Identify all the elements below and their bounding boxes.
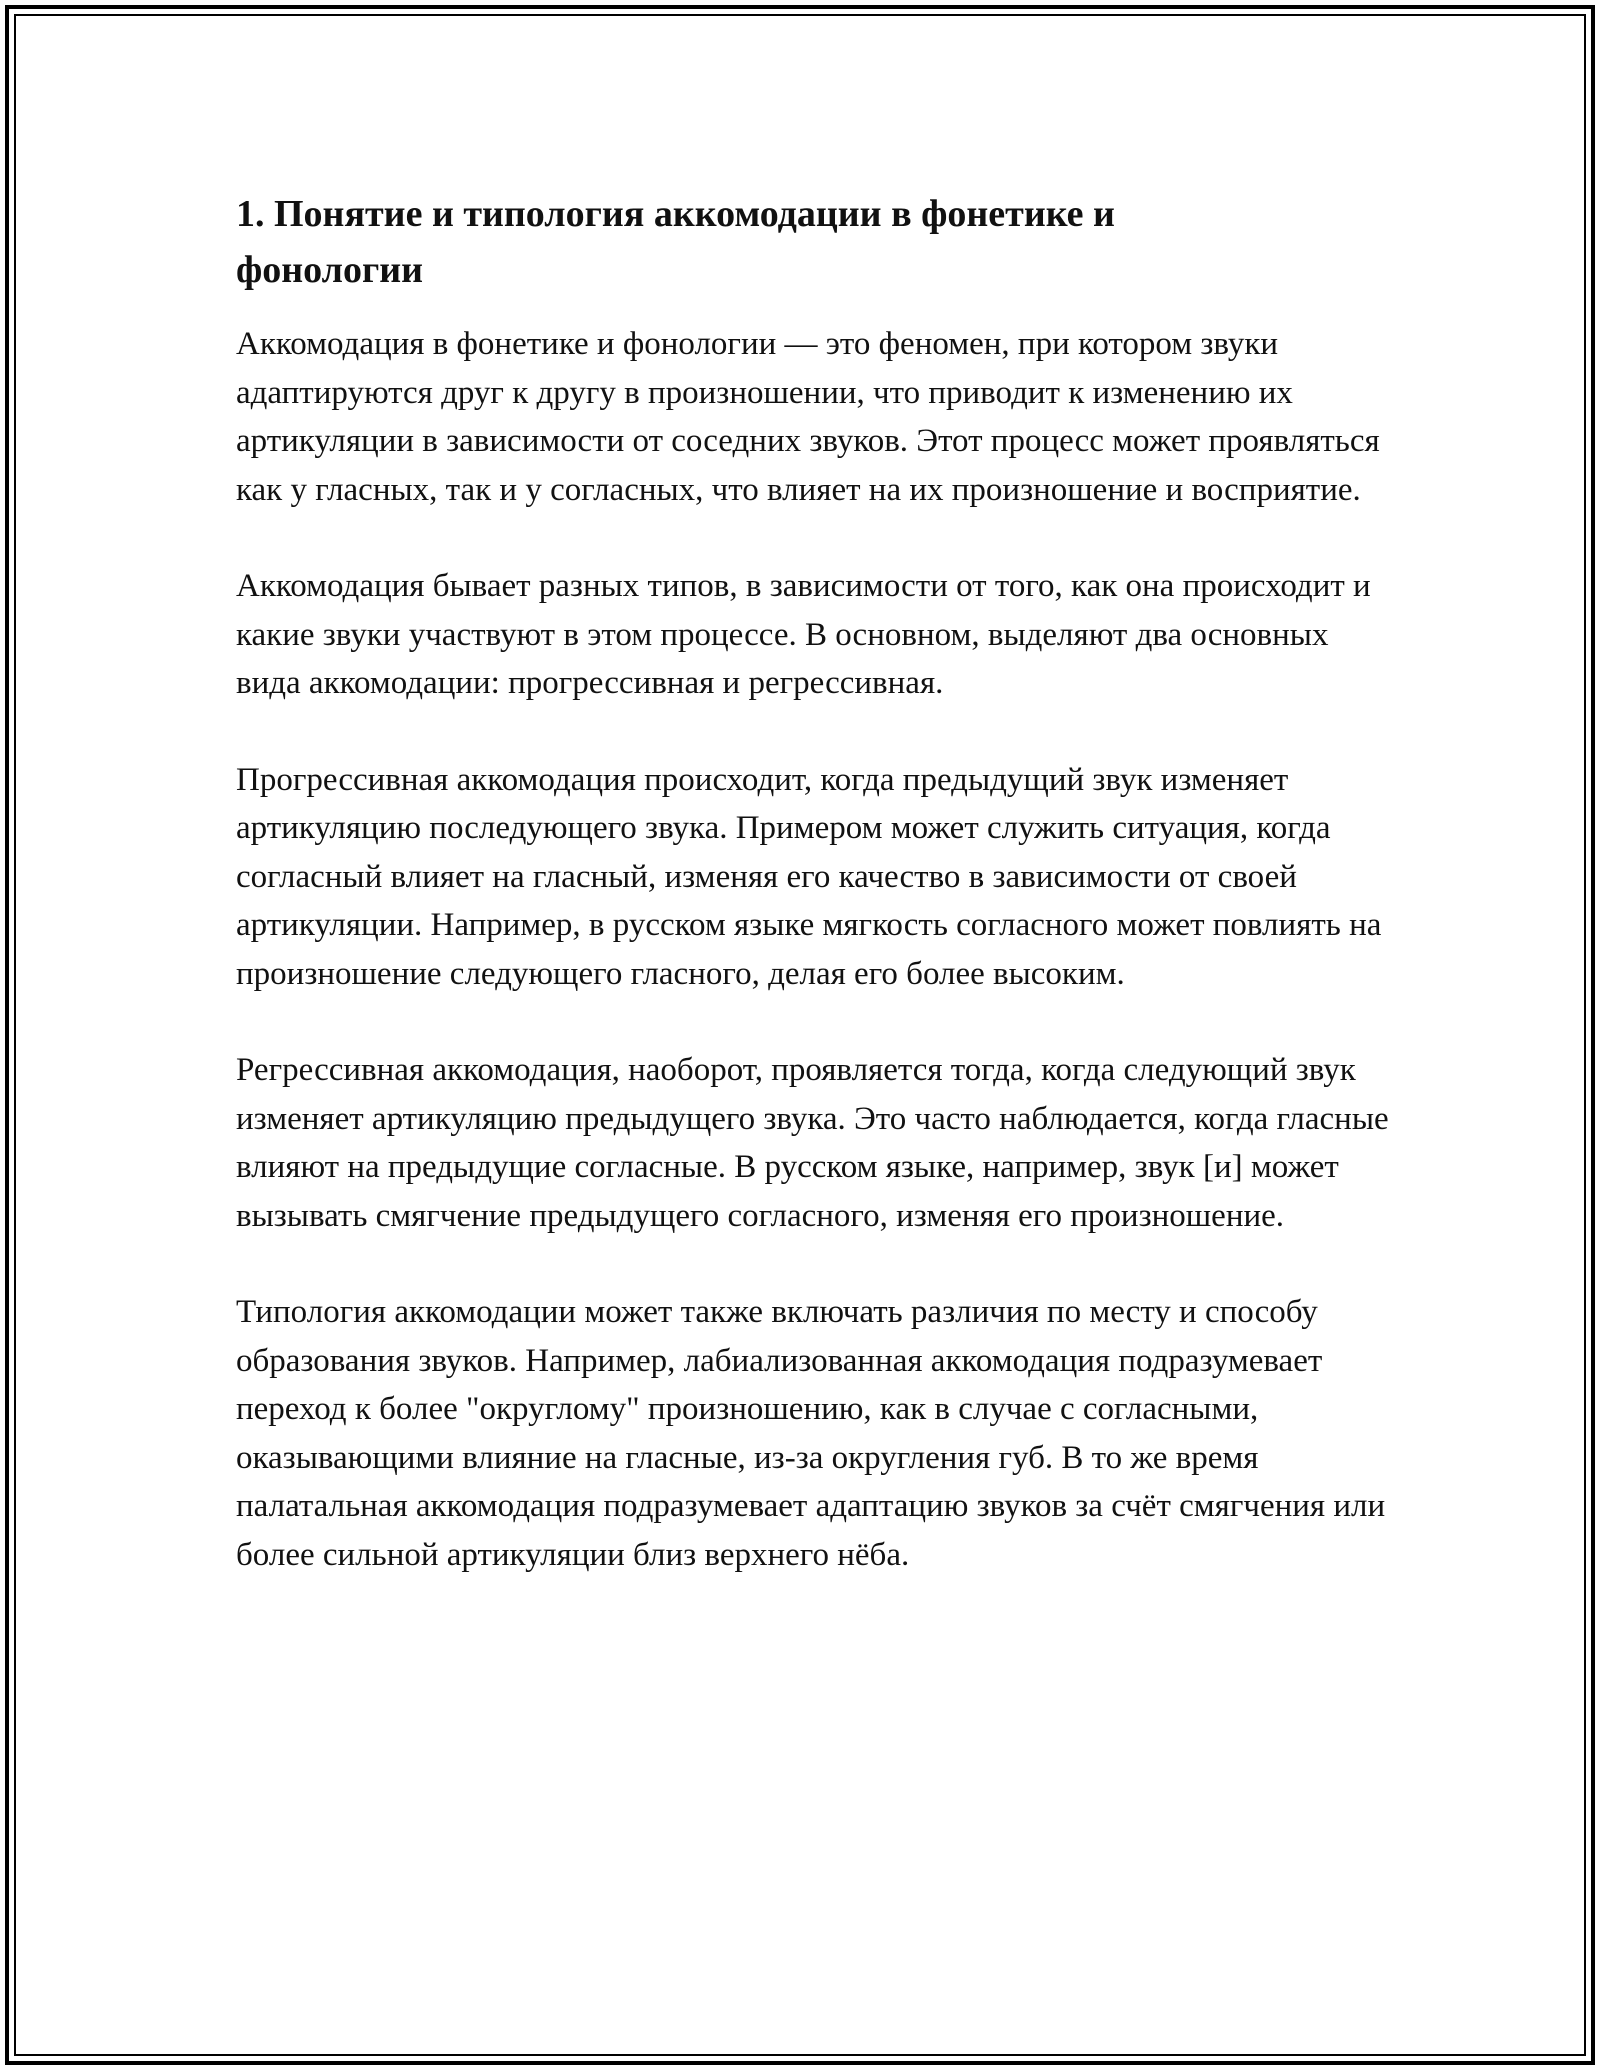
paragraph-regressive: Регрессивная аккомодация, наоборот, проявляется тогда, когда следующий звук изменяет артикуляцию предыдущего звука. Это часто наблюдается, когда гласные влияют на предыдущие согласные. В русском языке, например, звук [и] может вызывать смягчение предыдущего согласного, изменяя его произношение.: [236, 1052, 1389, 1234]
paragraph-types: Аккомодация бывает разных типов, в зависимости от того, как она происходит и какие звуки участвуют в этом процессе. В основном, выделяют два основных вида аккомодации: прогрессивная и регрессивная.: [236, 568, 1371, 701]
paragraph-definition: Аккомодация в фонетике и фонологии — это феномен, при котором звуки адаптируются друг к другу в произношении, что приводит к изменению их артикуляции в зависимости от соседних звуков. Этот процесс может проявляться как у гласных, так и у согласных, что влияет на их произношение и восприятие.: [236, 326, 1380, 508]
paragraph-progressive: Прогрессивная аккомодация происходит, когда предыдущий звук изменяет артикуляцию последующего звука. Примером может служить ситуация, когда согласный влияет на гласный, изменяя его качество в зависимости от своей артикуляции. Например, в русском языке мягкость согласного может повлиять на произношение следующего гласного, делая его более высоким.: [236, 761, 1382, 992]
document-body: [236, 186, 1396, 1579]
section-heading: 1. Понятие и типология аккомодации в фонетике и фонологии: [236, 193, 1115, 291]
paragraph-typology: Типология аккомодации может также включать различия по месту и способу образования звуков. Например, лабиализованная аккомодация подразумевает переход к более "округлому" произношению, как в случае с согласными, оказывающими влияние на гласные, из-за округления губ. В то же время палатальная аккомодация подразумевает адаптацию звуков за счёт смягчения или более сильной артикуляции близ верхнего нёба.: [236, 1294, 1386, 1573]
